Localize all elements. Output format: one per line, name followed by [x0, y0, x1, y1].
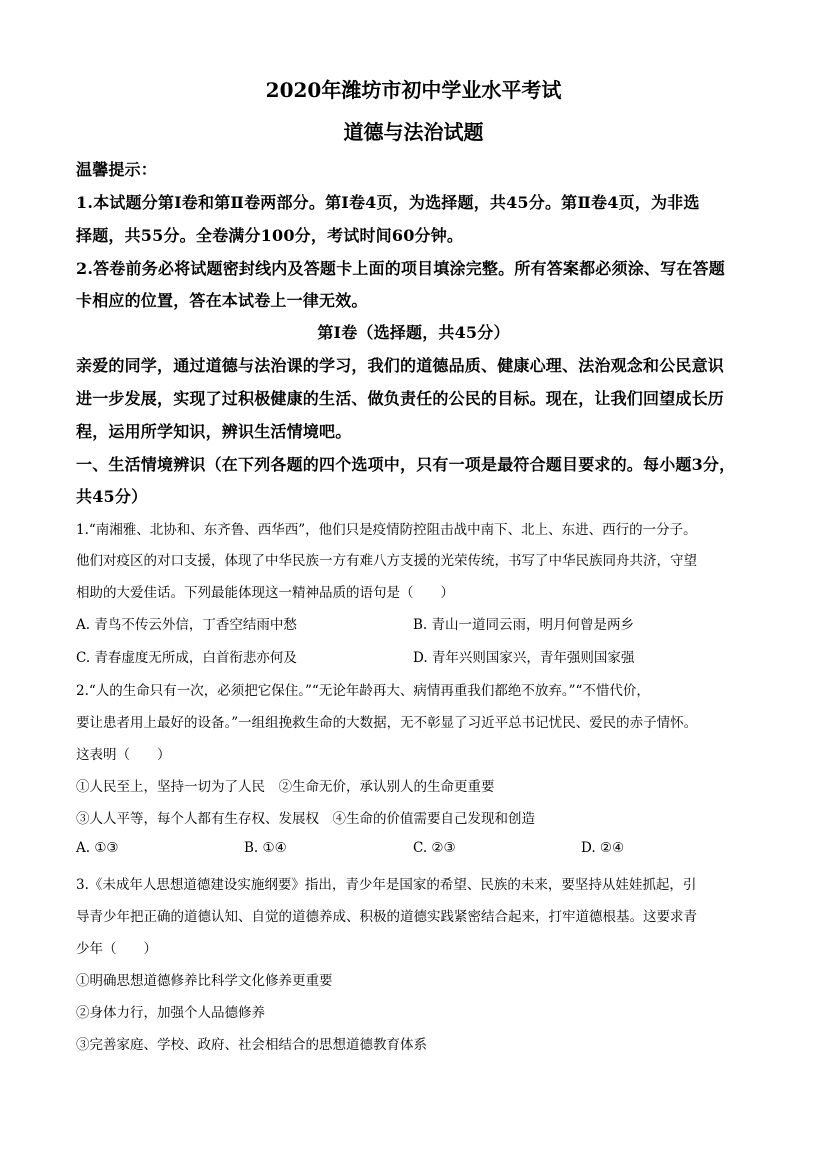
- intro-line: 亲爱的同学，通过道德与法治课的学习，我们的道德品质、健康心理、法治观念和公民意识: [76, 356, 725, 375]
- part-heading: 共45分）: [76, 487, 148, 506]
- question-1-line: 相助的大爱佳话。下列最能体现这一精神品质的语句是（ ）: [76, 585, 454, 601]
- question-2-statement: ①人民至上，坚持一切为了人民 ②生命无价，承认别人的生命更重要: [76, 779, 495, 795]
- question-2-option-a: A. ①③: [76, 840, 119, 856]
- notice-line: 2.答卷前务必将试题密封线内及答题卡上面的项目填涂完整。所有答案都必须涂、写在答题: [76, 259, 725, 278]
- question-3-line: 导青少年把正确的道德认知、自觉的道德养成、积极的道德实践紧密结合起来，打牢道德根基。这要求青: [76, 909, 697, 925]
- question-3-line: 3.《未成年人思想道德建设实施纲要》指出，青少年是国家的希望、民族的未来，要坚持从娃娃抓起，引: [76, 877, 697, 893]
- question-2-option-b: B. ①④: [244, 840, 287, 856]
- intro-line: 进一步发展，实现了过积极健康的生活、做负责任的公民的目标。现在，让我们回望成长历: [76, 389, 725, 408]
- question-1-option-b: B. 青山一道同云雨，明月何曾是两乡: [413, 617, 635, 633]
- question-1-option-a: A. 青鸟不传云外信，丁香空结雨中愁: [76, 617, 297, 633]
- question-3-statement: ①明确思想道德修养比科学文化修养更重要: [76, 973, 333, 989]
- section-heading: 第Ⅰ卷（选择题，共45分）: [317, 323, 510, 342]
- exam-title: 2020年潍坊市初中学业水平考试: [265, 78, 562, 102]
- question-1-line: 1.“南湘雅、北协和、东齐鲁、西华西”，他们只是疫情防控阻击战中南下、北上、东进、西行的一分子。: [76, 522, 697, 538]
- question-3-statement: ③完善家庭、学校、政府、社会相结合的思想道德教育体系: [76, 1037, 427, 1053]
- part-heading: 一、生活情境辨识（在下列各题的四个选项中，只有一项是最符合题目要求的。每小题3分，: [76, 455, 736, 474]
- notice-line: 1.本试题分第Ⅰ卷和第Ⅱ卷两部分。第Ⅰ卷4页，为选择题，共45分。第Ⅱ卷4页，为非选: [76, 193, 700, 212]
- intro-line: 程，运用所学知识，辨识生活情境吧。: [76, 422, 352, 441]
- question-3-line: 少年（ ）: [76, 941, 157, 957]
- question-1-option-c: C. 青春虚度无所成，白首衔悲亦何及: [76, 650, 297, 666]
- question-2-line: 这表明（ ）: [76, 747, 171, 763]
- question-2-option-c: C. ②③: [413, 840, 456, 856]
- question-2-statement: ③人人平等，每个人都有生存权、发展权 ④生命的价值需要自己发现和创造: [76, 811, 535, 827]
- question-3-statement: ②身体力行，加强个人品德修养: [76, 1005, 265, 1021]
- notice-line: 择题，共55分。全卷满分100分，考试时间60分钟。: [76, 226, 464, 245]
- notice-heading: 温馨提示：: [76, 160, 158, 179]
- exam-subject-title: 道德与法治试题: [343, 120, 484, 144]
- question-1-option-d: D. 青年兴则国家兴，青年强则国家强: [413, 650, 635, 666]
- question-1-line: 他们对疫区的对口支援，体现了中华民族一方有难八方支援的光荣传统，书写了中华民族同舟共济，守望: [76, 553, 697, 569]
- question-2-option-d: D. ②④: [581, 840, 625, 856]
- notice-line: 卡相应的位置，答在本试卷上一律无效。: [76, 291, 368, 310]
- question-2-line: 2.“人的生命只有一次，必须把它保住。”“无论年龄再大、病情再重我们都绝不放弃。”“不惜代价，: [76, 683, 650, 699]
- question-2-line: 要让患者用上最好的设备。”一组组挽救生命的大数据，无不彰显了习近平总书记忧民、爱民的赤子情怀。: [76, 715, 698, 731]
